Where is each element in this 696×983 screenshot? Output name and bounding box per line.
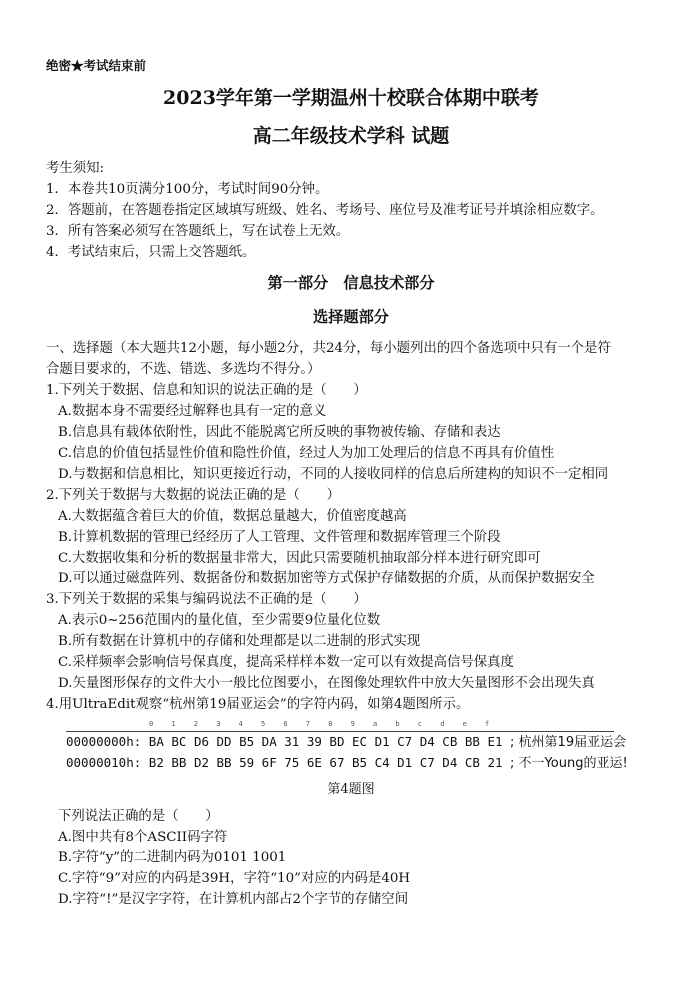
ruler-tick-label: 5 [261,719,266,728]
hex-row [66,732,626,753]
option-a: A.数据本身不需要经过解释也具有一定的意义 [58,404,327,420]
option-c: C.字符“9”对应的内码是39H，字符“10”对应的内码是40H [58,871,411,887]
exam-subtitle: 高二年级技术学科 试题 [252,124,450,147]
candidate-notice [46,159,656,264]
question-2 [46,486,656,591]
question-stem: 2.下列关于数据与大数据的说法正确的是（ ） [46,487,340,503]
option-d: D.可以通过磁盘阵列、数据备份和数据加密等方式保护存储数据的介质，从而保护数据安全 [58,571,595,587]
option-b: B.信息具有载体依附性，因此不能脱离它所反映的事物被传输、存储和表达 [58,425,501,441]
hex-row [66,753,626,774]
option-c: C.采样频率会影响信号保真度，提高采样样本数一定可以有效提高信号保真度 [58,655,514,671]
confidential-label: 绝密★考试结束前 [46,58,147,73]
hex-text: ; 杭州第19届亚运会 [510,734,627,750]
ruler-tick-label: d [440,719,445,728]
question-stem: 3.下列关于数据的采集与编码说法不正确的是（ ） [46,592,367,608]
ruler-tick-label: b [395,719,400,728]
hex-bytes: BA BC D6 DD B5 DA 31 39 BD EC D1 C7 D4 CB BB E1 [148,733,503,749]
notice-item: 1．本卷共10页满分100分，考试时间90分钟。 [46,181,329,197]
option-b: B.计算机数据的管理已经经历了人工管理、文件管理和数据库管理三个阶段 [58,529,501,545]
hex-column-ruler [66,721,614,732]
option-a: A.图中共有8个ASCII码字符 [58,829,228,845]
question-3 [46,590,656,695]
ruler-tick-label: a [373,719,378,728]
ruler-tick-label: f [485,719,490,728]
section-instructions-line2: 合题目要求的，不选、错选、多选均不得分。） [46,362,321,378]
ruler-tick-label: 0 [149,719,154,728]
ruler-tick-label: 1 [171,719,176,728]
option-c: C.大数据收集和分析的数据量非常大，因此只需要随机抽取部分样本进行研究即可 [58,550,541,566]
notice-item: 4．考试结束后，只需上交答题纸。 [46,244,256,260]
option-a: A.表示0~256范围内的量化值，至少需要9位量化位数 [58,613,381,629]
ruler-tick-label: 7 [305,719,311,728]
section-subtitle: 选择题部分 [313,308,389,327]
section-instructions-line1: 一、选择题（本大题共12小题，每小题2分，共24分，每小题列出的四个备选项中只有一个是符 [46,341,611,357]
ruler-tick-label: 6 [283,719,288,728]
hex-dump-figure [66,721,626,774]
question-lead: 下列说法正确的是（ ） [58,808,219,824]
option-b: B.所有数据在计算机中的存储和处理都是以二进制的形式实现 [58,634,421,650]
option-a: A.大数据蕴含着巨大的价值，数据总量越大，价值密度越高 [58,508,407,524]
option-b: B.字符“y”的二进制内码为0101 1001 [58,850,287,866]
notice-heading: 考生须知: [46,160,105,176]
option-d: D.字符“!”是汉字字符，在计算机内部占2个字节的存储空间 [58,892,409,908]
hex-address: 00000010h: [66,754,142,770]
ruler-tick-label: e [462,719,467,728]
exam-title: 2023学年第一学期温州十校联合体期中联考 [163,86,539,109]
notice-item: 3．所有答案必须写在答题纸上，写在试卷上无效。 [46,223,350,239]
hex-text: ; 不一Young的亚运! [510,755,628,771]
option-c: C.信息的价值包括显性价值和隐性价值，经过人为加工处理后的信息不再具有价值性 [58,445,555,461]
question-stem: 4.用UltraEdit观察“杭州第19届亚运会”的字符内码，如第4题图所示。 [46,696,470,712]
option-d: D.矢量图形保存的文件大小一般比位图要小，在图像处理软件中放大矢量图形不会出现失真 [58,675,595,691]
notice-item: 2．答题前，在答题卷指定区域填写班级、姓名、考场号、座位号及准考证号并填涂相应数字。 [46,202,604,218]
hex-address: 00000000h: [66,733,142,749]
figure-caption: 第4题图 [327,781,375,797]
ruler-tick-label: 4 [238,719,243,728]
hex-bytes: B2 BB D2 BB 59 6F 75 6E 67 B5 C4 D1 C7 D4 CB 21 [148,754,503,770]
ruler-tick-label: 9 [350,719,355,728]
question-stem: 1.下列关于数据、信息和知识的说法正确的是（ ） [46,383,367,399]
ruler-tick-label: 8 [328,719,333,728]
question-4 [46,695,656,911]
question-1 [46,381,656,486]
option-d: D.与数据和信息相比，知识更接近行动，不同的人接收同样的信息后所建构的知识不一定相同 [58,466,609,482]
ruler-tick-label: 2 [193,719,199,728]
ruler-tick-label: c [417,719,423,728]
ruler-tick-label: 3 [216,719,221,728]
part-title: 第一部分 信息技术部分 [267,274,435,293]
